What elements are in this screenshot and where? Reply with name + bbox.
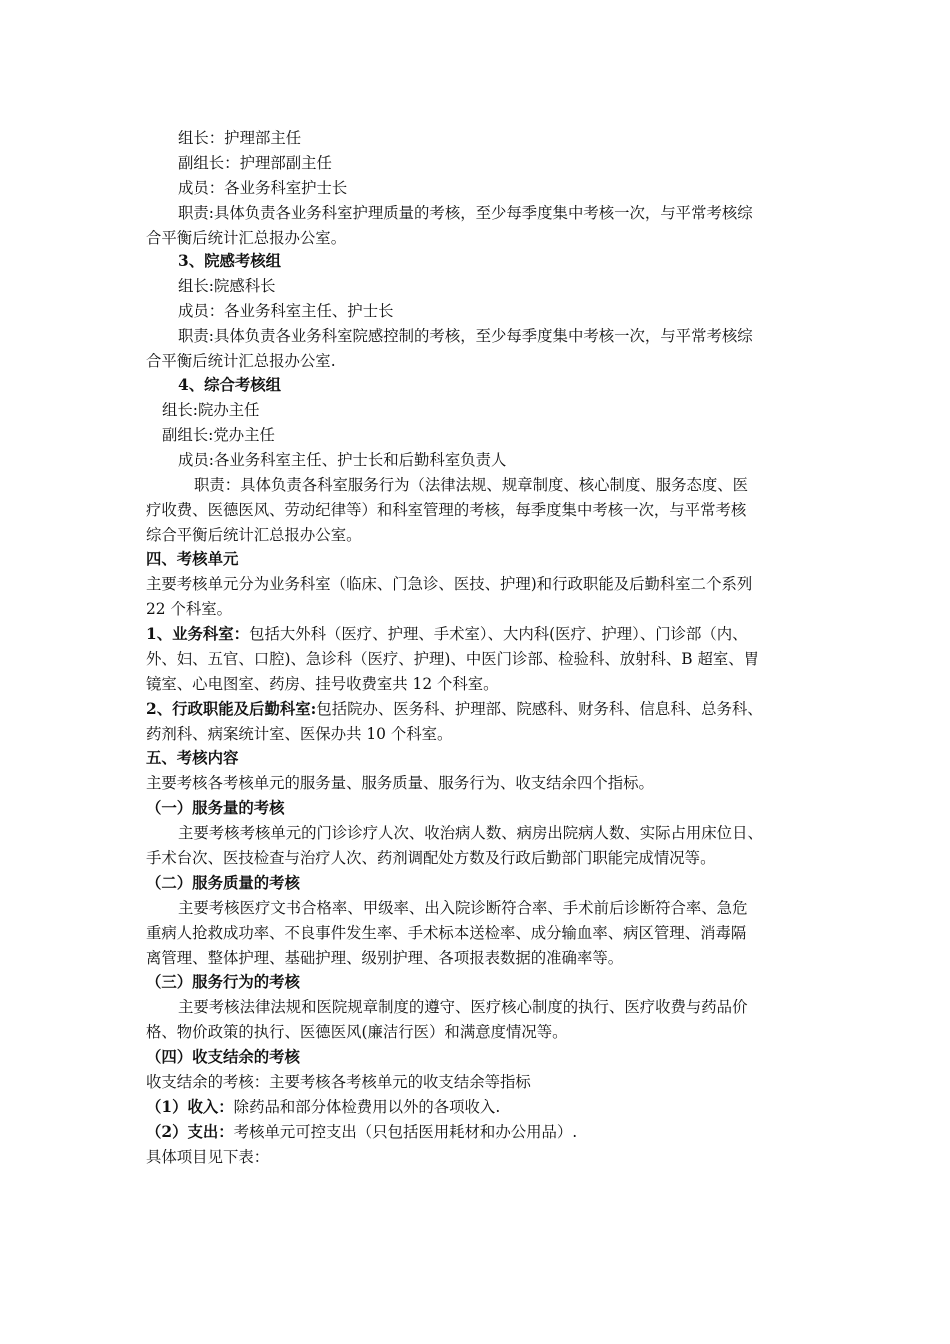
group3-leader: 组长:院感科长 — [178, 277, 276, 295]
income-label: （1）收入： — [146, 1098, 234, 1116]
section5-intro: 主要考核各考核单元的服务量、服务质量、服务行为、收支结余四个指标。 — [146, 774, 654, 792]
section4-item2-line2: 药剂科、病案统计室、医保办共 10 个科室。 — [146, 725, 453, 743]
sub1-title: （一）服务量的考核 — [146, 799, 285, 817]
item1-text: 包括大外科（医疗、护理、手术室）、大内科(医疗、护理）、门诊部（内、 — [249, 625, 748, 643]
group4-duty-line3: 综合平衡后统计汇总报办公室。 — [146, 526, 362, 544]
section4-item2-line1 — [146, 698, 763, 720]
section4-intro-line2: 22 个科室。 — [146, 600, 233, 618]
sub3-line2: 格、物价政策的执行、医德医风(廉洁行医）和满意度情况等。 — [146, 1023, 568, 1041]
group4-duty-line2: 疗收费、医德医风、劳动纪律等）和科室管理的考核，每季度集中考核一次，与平常考核 — [146, 501, 747, 519]
income-text: 除药品和部分体检费用以外的各项收入. — [233, 1098, 501, 1116]
expense-text: 考核单元可控支出（只包括医用耗材和办公用品）. — [233, 1123, 578, 1141]
sub3-line1: 主要考核法律法规和医院规章制度的遵守、医疗核心制度的执行、医疗收费与药品价 — [178, 998, 748, 1016]
group3-duty-line1: 职责:具体负责各业务科室院感控制的考核，至少每季度集中考核一次，与平常考核综 — [178, 327, 753, 345]
sub2-line1: 主要考核医疗文书合格率、甲级率、出入院诊断符合率、手术前后诊断符合率、急危 — [178, 899, 748, 917]
section4-item1-line1 — [146, 623, 748, 645]
section4-title: 四、考核单元 — [146, 550, 239, 568]
sub4-intro: 收支结余的考核：主要考核各考核单元的收支结余等指标 — [146, 1073, 531, 1091]
group4-members: 成员:各业务科室主任、护士长和后勤科室负责人 — [178, 451, 507, 469]
sub2-line2: 重病人抢救成功率、不良事件发生率、手术标本送检率、成分输血率、病区管理、消毒隔 — [146, 924, 747, 942]
item1-label: 1、业务科室： — [146, 625, 250, 643]
group2-leader: 组长：护理部主任 — [178, 129, 302, 147]
group3-duty-line2: 合平衡后统计汇总报办公室. — [146, 352, 336, 370]
section5-title: 五、考核内容 — [146, 749, 239, 767]
item2-label: 2、行政职能及后勤科室: — [146, 700, 317, 718]
group4-title: 4、综合考核组 — [178, 376, 282, 394]
group4-deputy: 副组长:党办主任 — [162, 426, 275, 444]
sub3-title: （三）服务行为的考核 — [146, 973, 300, 991]
sub1-line2: 手术台次、医技检查与治疗人次、药剂调配处方数及行政后勤部门职能完成情况等。 — [146, 849, 716, 867]
expense-line — [146, 1121, 577, 1143]
group4-leader: 组长:院办主任 — [162, 401, 260, 419]
group3-members: 成员：各业务科室主任、护士长 — [178, 302, 394, 320]
sub2-title: （二）服务质量的考核 — [146, 874, 300, 892]
group2-members: 成员：各业务科室护士长 — [178, 179, 348, 197]
section4-item1-line2: 外、妇、五官、口腔)、急诊科（医疗、护理)、中医门诊部、检验科、放射科、B 超室、胃 — [146, 650, 760, 668]
closing-line: 具体项目见下表： — [146, 1148, 270, 1166]
section4-intro-line1: 主要考核单元分为业务科室（临床、门急诊、医技、护理)和行政职能及后勤科室二个系列 — [146, 575, 753, 593]
section4-item1-line3: 镜室、心电图室、药房、挂号收费室共 12 个科室。 — [146, 675, 499, 693]
sub2-line3: 离管理、整体护理、基础护理、级别护理、各项报表数据的准确率等。 — [146, 949, 624, 967]
group2-duty-line2: 合平衡后统计汇总报办公室。 — [146, 229, 347, 247]
sub1-line1: 主要考核考核单元的门诊诊疗人次、收治病人数、病房出院病人数、实际占用床位日、 — [178, 824, 763, 842]
group4-duty-line1: 职责：具体负责各科室服务行为（法律法规、规章制度、核心制度、服务态度、医 — [194, 476, 749, 494]
group2-deputy: 副组长：护理部副主任 — [178, 154, 332, 172]
expense-label: （2）支出： — [146, 1123, 234, 1141]
group2-duty-line1: 职责:具体负责各业务科室护理质量的考核，至少每季度集中考核一次，与平常考核综 — [178, 204, 753, 222]
group3-title: 3、院感考核组 — [178, 252, 282, 270]
item2-text: 包括院办、医务科、护理部、院感科、财务科、信息科、总务科、 — [316, 700, 763, 718]
income-line — [146, 1096, 500, 1118]
sub4-title: （四）收支结余的考核 — [146, 1048, 300, 1066]
